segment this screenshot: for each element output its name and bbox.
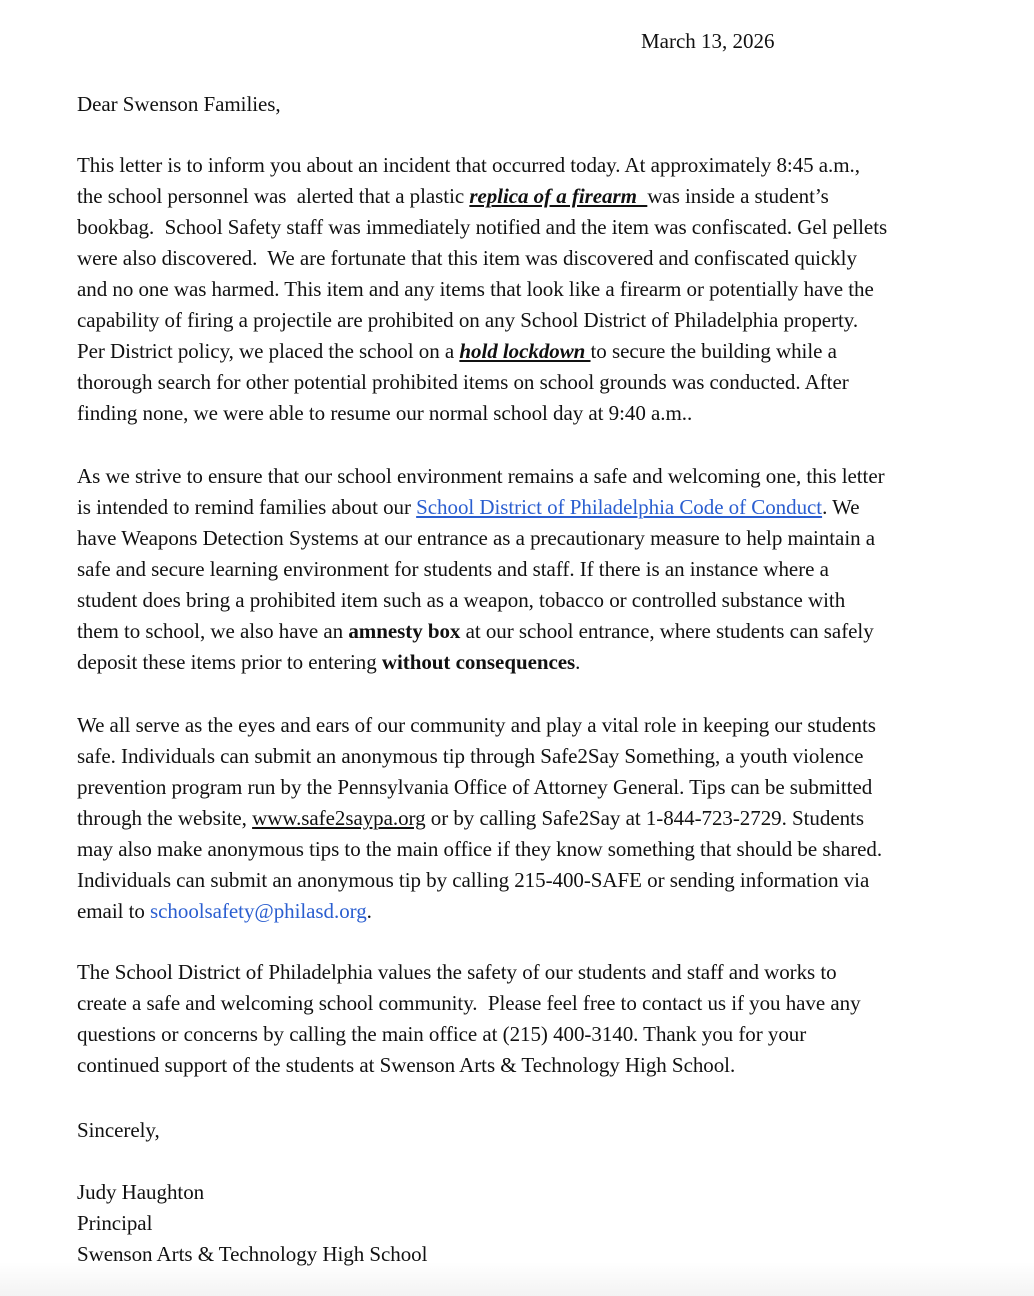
text-line: safe. Individuals can submit an anonymous tip through Safe2Say Something, a youth violence xyxy=(77,744,864,768)
text-line: create a safe and welcoming school community. Please feel free to contact us if you have any xyxy=(77,991,861,1015)
text-run: . xyxy=(575,650,581,674)
text-line xyxy=(77,616,997,647)
text-run: is intended to remind families about our xyxy=(77,495,417,519)
emphasis-without-consequences: without consequences xyxy=(381,650,576,674)
salutation: Dear Swenson Families, xyxy=(77,92,281,116)
text-line xyxy=(77,181,997,212)
text-line: Individuals can submit an anonymous tip by calling 215-400-SAFE or sending information via xyxy=(77,868,870,892)
text-run: . We xyxy=(822,495,860,519)
text-run: deposit these items prior to entering xyxy=(77,650,382,674)
text-line: may also make anonymous tips to the main office if they know something that should be shared. xyxy=(77,837,883,861)
text-line xyxy=(77,336,997,367)
text-line xyxy=(77,492,997,523)
text-line: safe and secure learning environment for students and staff. If there is an instance where a xyxy=(77,557,829,581)
text-run: through the website, xyxy=(77,806,253,830)
safe2say-website-link[interactable]: www.safe2saypa.org xyxy=(252,806,426,830)
closing: Sincerely, xyxy=(77,1118,160,1142)
paragraph-safe2say xyxy=(77,710,997,927)
text-line: continued support of the students at Swenson Arts & Technology High School. xyxy=(77,1053,736,1077)
letter-date: March 13, 2026 xyxy=(641,29,775,53)
text-line: As we strive to ensure that our school environment remains a safe and welcoming one, this letter xyxy=(77,464,885,488)
text-line: and no one was harmed. This item and any items that look like a firearm or potentially have the xyxy=(77,277,874,301)
paragraph-incident xyxy=(77,150,997,429)
text-line xyxy=(77,803,997,834)
text-run: . xyxy=(366,899,372,923)
emphasis-replica-firearm: replica of a firearm xyxy=(469,184,648,208)
text-line: The School District of Philadelphia values the safety of our students and staff and works to xyxy=(77,960,837,984)
text-run: the school personnel was alerted that a plastic xyxy=(77,184,470,208)
text-run: email to xyxy=(77,899,151,923)
text-line xyxy=(77,896,997,927)
paragraph-code-of-conduct xyxy=(77,461,997,678)
emphasis-amnesty-box: amnesty box xyxy=(348,619,461,643)
school-safety-email-link[interactable]: schoolsafety@philasd.org xyxy=(150,899,367,923)
text-run: was inside a student’s xyxy=(647,184,829,208)
code-of-conduct-link[interactable]: School District of Philadelphia Code of Conduct xyxy=(416,495,823,519)
text-line xyxy=(77,647,997,678)
text-line: We all serve as the eyes and ears of our community and play a vital role in keeping our students xyxy=(77,713,876,737)
text-line: were also discovered. We are fortunate that this item was discovered and confiscated quickly xyxy=(77,246,857,270)
paragraph-closing-remarks xyxy=(77,957,997,1081)
text-run: to secure the building while a xyxy=(590,339,837,363)
text-line: have Weapons Detection Systems at our entrance as a precautionary measure to help maintain a xyxy=(77,526,876,550)
emphasis-hold-lockdown: hold lockdown xyxy=(459,339,591,363)
text-line: prevention program run by the Pennsylvania Office of Attorney General. Tips can be submitted xyxy=(77,775,873,799)
text-line: This letter is to inform you about an incident that occurred today. At approximately 8:45 a.m., xyxy=(77,153,860,177)
text-run: at our school entrance, where students can safely xyxy=(460,619,874,643)
text-line: questions or concerns by calling the main office at (215) 400-3140. Thank you for your xyxy=(77,1022,807,1046)
signature-name: Judy Haughton xyxy=(77,1180,205,1204)
signature-school: Swenson Arts & Technology High School xyxy=(77,1242,428,1266)
signature-title: Principal xyxy=(77,1211,153,1235)
text-run: them to school, we also have an xyxy=(77,619,349,643)
text-line: finding none, we were able to resume our normal school day at 9:40 a.m.. xyxy=(77,401,693,425)
text-line: bookbag. School Safety staff was immediately notified and the item was confiscated. Gel pellets xyxy=(77,215,888,239)
text-line: thorough search for other potential prohibited items on school grounds was conducted. After xyxy=(77,370,849,394)
text-line: capability of firing a projectile are prohibited on any School District of Philadelphia property. xyxy=(77,308,859,332)
text-run: Per District policy, we placed the school on a xyxy=(77,339,460,363)
text-run: or by calling Safe2Say at 1-844-723-2729. Students xyxy=(425,806,864,830)
text-line: student does bring a prohibited item such as a weapon, tobacco or controlled substance with xyxy=(77,588,846,612)
